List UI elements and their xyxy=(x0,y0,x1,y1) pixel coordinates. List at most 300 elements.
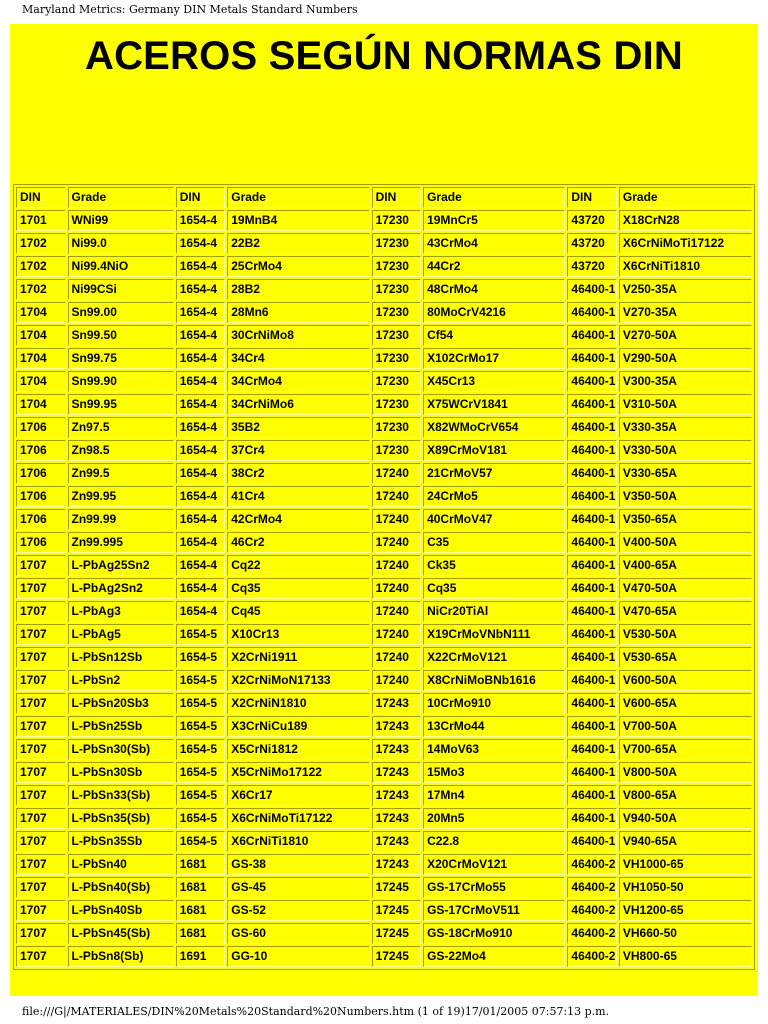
grade-cell: Zn99.5 xyxy=(68,463,174,484)
din-number-cell: 1707 xyxy=(16,716,66,737)
din-number-cell: 1707 xyxy=(16,877,66,898)
column-header-grade: Grade xyxy=(423,187,565,208)
din-number-cell: 46400-1 xyxy=(567,371,617,392)
grade-cell: V940-50A xyxy=(619,808,752,829)
table-row xyxy=(16,486,752,507)
din-number-cell: 17230 xyxy=(372,279,422,300)
din-number-cell: 46400-1 xyxy=(567,739,617,760)
din-number-cell: 1707 xyxy=(16,831,66,852)
din-number-cell: 1704 xyxy=(16,348,66,369)
din-number-cell: 46400-1 xyxy=(567,509,617,530)
table-row xyxy=(16,233,752,254)
grade-cell: 34CrNiMo6 xyxy=(227,394,369,415)
din-number-cell: 1654-5 xyxy=(176,831,226,852)
grade-cell: 48CrMo4 xyxy=(423,279,565,300)
grade-cell: L-PbSn33(Sb) xyxy=(68,785,174,806)
din-number-cell: 1681 xyxy=(176,877,226,898)
grade-cell: V310-50A xyxy=(619,394,752,415)
table-row xyxy=(16,325,752,346)
grade-cell: GS-17CrMo55 xyxy=(423,877,565,898)
grade-cell: L-PbSn45(Sb) xyxy=(68,923,174,944)
grade-cell: X6Cr17 xyxy=(227,785,369,806)
grade-cell: Zn97.5 xyxy=(68,417,174,438)
din-number-cell: 46400-1 xyxy=(567,831,617,852)
table-row xyxy=(16,693,752,714)
din-number-cell: 1704 xyxy=(16,302,66,323)
din-number-cell: 1654-5 xyxy=(176,624,226,645)
din-number-cell: 17230 xyxy=(372,210,422,231)
table-body xyxy=(16,210,752,967)
grade-cell: Ni99.4NiO xyxy=(68,256,174,277)
grade-cell: 80MoCrV4216 xyxy=(423,302,565,323)
grade-cell: X19CrMoVNbN111 xyxy=(423,624,565,645)
grade-cell: Sn99.00 xyxy=(68,302,174,323)
grade-cell: Cq35 xyxy=(423,578,565,599)
grade-cell: 41Cr4 xyxy=(227,486,369,507)
grade-cell: 44Cr2 xyxy=(423,256,565,277)
din-number-cell: 46400-1 xyxy=(567,463,617,484)
grade-cell: X3CrNiCu189 xyxy=(227,716,369,737)
grade-cell: Ni99.0 xyxy=(68,233,174,254)
din-number-cell: 46400-1 xyxy=(567,647,617,668)
grade-cell: X75WCrV1841 xyxy=(423,394,565,415)
din-number-cell: 46400-1 xyxy=(567,325,617,346)
table-row xyxy=(16,532,752,553)
grade-cell: X22CrMoV121 xyxy=(423,647,565,668)
grade-cell: L-PbSn30(Sb) xyxy=(68,739,174,760)
grade-cell: V600-65A xyxy=(619,693,752,714)
din-number-cell: 46400-1 xyxy=(567,716,617,737)
din-number-cell: 1702 xyxy=(16,279,66,300)
grade-cell: Zn99.95 xyxy=(68,486,174,507)
grade-cell: 10CrMo910 xyxy=(423,693,565,714)
din-number-cell: 1707 xyxy=(16,923,66,944)
grade-cell: L-PbSn40Sb xyxy=(68,900,174,921)
grade-cell: L-PbSn20Sb3 xyxy=(68,693,174,714)
din-number-cell: 1654-5 xyxy=(176,647,226,668)
din-number-cell: 46400-2 xyxy=(567,877,617,898)
din-number-cell: 1654-4 xyxy=(176,509,226,530)
grade-cell: X6CrNiMoTi17122 xyxy=(227,808,369,829)
grade-cell: 22B2 xyxy=(227,233,369,254)
grade-cell: VH800-65 xyxy=(619,946,752,967)
grade-cell: V700-50A xyxy=(619,716,752,737)
grade-cell: Cf54 xyxy=(423,325,565,346)
table-row xyxy=(16,417,752,438)
din-number-cell: 1706 xyxy=(16,417,66,438)
din-number-cell: 46400-1 xyxy=(567,762,617,783)
din-number-cell: 17243 xyxy=(372,831,422,852)
grade-cell: V330-35A xyxy=(619,417,752,438)
din-number-cell: 1706 xyxy=(16,532,66,553)
grade-cell: Zn99.99 xyxy=(68,509,174,530)
table-row xyxy=(16,394,752,415)
din-number-cell: 17240 xyxy=(372,532,422,553)
grade-cell: 28B2 xyxy=(227,279,369,300)
din-number-cell: 17230 xyxy=(372,302,422,323)
din-number-cell: 1707 xyxy=(16,647,66,668)
din-number-cell: 46400-1 xyxy=(567,693,617,714)
grade-cell: 38Cr2 xyxy=(227,463,369,484)
table-row xyxy=(16,463,752,484)
din-number-cell: 17240 xyxy=(372,647,422,668)
grade-cell: Zn98.5 xyxy=(68,440,174,461)
grade-cell: 14MoV63 xyxy=(423,739,565,760)
grade-cell: GS-60 xyxy=(227,923,369,944)
din-number-cell: 46400-1 xyxy=(567,808,617,829)
din-number-cell: 17230 xyxy=(372,348,422,369)
din-number-cell: 1707 xyxy=(16,693,66,714)
din-number-cell: 46400-1 xyxy=(567,302,617,323)
grade-cell: V350-50A xyxy=(619,486,752,507)
din-number-cell: 17243 xyxy=(372,762,422,783)
din-number-cell: 1654-4 xyxy=(176,371,226,392)
grade-cell: 40CrMoV47 xyxy=(423,509,565,530)
column-header-grade: Grade xyxy=(227,187,369,208)
din-number-cell: 1691 xyxy=(176,946,226,967)
din-number-cell: 17240 xyxy=(372,509,422,530)
column-header-grade: Grade xyxy=(619,187,752,208)
grade-cell: V940-65A xyxy=(619,831,752,852)
table-row xyxy=(16,601,752,622)
table-row xyxy=(16,302,752,323)
column-header-grade: Grade xyxy=(68,187,174,208)
grade-cell: 34CrMo4 xyxy=(227,371,369,392)
grade-cell: V300-35A xyxy=(619,371,752,392)
grade-cell: V800-50A xyxy=(619,762,752,783)
din-number-cell: 17230 xyxy=(372,394,422,415)
din-number-cell: 1681 xyxy=(176,900,226,921)
din-number-cell: 46400-2 xyxy=(567,923,617,944)
grade-cell: X18CrN28 xyxy=(619,210,752,231)
grade-cell: C35 xyxy=(423,532,565,553)
grade-cell: L-PbSn12Sb xyxy=(68,647,174,668)
grade-cell: GS-45 xyxy=(227,877,369,898)
grade-cell: 42CrMo4 xyxy=(227,509,369,530)
table-row xyxy=(16,831,752,852)
document-body xyxy=(10,24,758,996)
din-number-cell: 1702 xyxy=(16,233,66,254)
page-footer: file:///G|/MATERIALES/DIN%20Metals%20Standard%20Numbers.htm (1 of 19)17/01/2005 07:57:13 p.m. xyxy=(22,1005,610,1018)
grade-cell: 28Mn6 xyxy=(227,302,369,323)
din-number-cell: 17243 xyxy=(372,693,422,714)
table-row xyxy=(16,279,752,300)
din-number-cell: 1707 xyxy=(16,785,66,806)
din-number-cell: 17243 xyxy=(372,808,422,829)
din-number-cell: 17243 xyxy=(372,739,422,760)
grade-cell: 24CrMo5 xyxy=(423,486,565,507)
din-number-cell: 1654-4 xyxy=(176,440,226,461)
table-row xyxy=(16,210,752,231)
din-number-cell: 17245 xyxy=(372,923,422,944)
grade-cell: V470-65A xyxy=(619,601,752,622)
din-number-cell: 17240 xyxy=(372,670,422,691)
grade-cell: GS-52 xyxy=(227,900,369,921)
grade-cell: 25CrMo4 xyxy=(227,256,369,277)
column-header-din: DIN xyxy=(176,187,226,208)
grade-cell: VH660-50 xyxy=(619,923,752,944)
din-number-cell: 17240 xyxy=(372,555,422,576)
din-number-cell: 46400-1 xyxy=(567,486,617,507)
table-row xyxy=(16,670,752,691)
grade-cell: L-PbAg3 xyxy=(68,601,174,622)
din-number-cell: 1702 xyxy=(16,256,66,277)
grade-cell: X6CrNiTi1810 xyxy=(227,831,369,852)
grade-cell: 21CrMoV57 xyxy=(423,463,565,484)
din-number-cell: 1654-5 xyxy=(176,739,226,760)
din-number-cell: 1707 xyxy=(16,670,66,691)
din-number-cell: 1707 xyxy=(16,854,66,875)
grade-cell: L-PbSn25Sb xyxy=(68,716,174,737)
din-number-cell: 17243 xyxy=(372,785,422,806)
grade-cell: X2CrNi1911 xyxy=(227,647,369,668)
grade-cell: V270-50A xyxy=(619,325,752,346)
grade-cell: C22.8 xyxy=(423,831,565,852)
grade-cell: Sn99.75 xyxy=(68,348,174,369)
table-row xyxy=(16,739,752,760)
grade-cell: V400-65A xyxy=(619,555,752,576)
grade-cell: V330-50A xyxy=(619,440,752,461)
din-number-cell: 1654-4 xyxy=(176,302,226,323)
grade-cell: V350-65A xyxy=(619,509,752,530)
din-number-cell: 1706 xyxy=(16,463,66,484)
grade-cell: 37Cr4 xyxy=(227,440,369,461)
din-number-cell: 17230 xyxy=(372,325,422,346)
table-row xyxy=(16,877,752,898)
grade-cell: 46Cr2 xyxy=(227,532,369,553)
din-number-cell: 1654-4 xyxy=(176,463,226,484)
grade-cell: X20CrMoV121 xyxy=(423,854,565,875)
grade-cell: 35B2 xyxy=(227,417,369,438)
din-number-cell: 17230 xyxy=(372,233,422,254)
grade-cell: Sn99.95 xyxy=(68,394,174,415)
table-row xyxy=(16,946,752,967)
din-standards-table xyxy=(13,184,755,970)
grade-cell: X5CrNi1812 xyxy=(227,739,369,760)
grade-cell: X102CrMo17 xyxy=(423,348,565,369)
grade-cell: X45Cr13 xyxy=(423,371,565,392)
din-number-cell: 1707 xyxy=(16,601,66,622)
column-header-din: DIN xyxy=(16,187,66,208)
din-number-cell: 1654-4 xyxy=(176,325,226,346)
din-number-cell: 46400-1 xyxy=(567,532,617,553)
grade-cell: GS-18CrMo910 xyxy=(423,923,565,944)
din-number-cell: 46400-2 xyxy=(567,946,617,967)
grade-cell: VH1050-50 xyxy=(619,877,752,898)
grade-cell: X6CrNiTi1810 xyxy=(619,256,752,277)
grade-cell: L-PbSn35Sb xyxy=(68,831,174,852)
din-number-cell: 1701 xyxy=(16,210,66,231)
table-row xyxy=(16,624,752,645)
din-number-cell: 1707 xyxy=(16,900,66,921)
din-number-cell: 17245 xyxy=(372,877,422,898)
din-number-cell: 17240 xyxy=(372,601,422,622)
table-header-row xyxy=(16,187,752,208)
table-row xyxy=(16,440,752,461)
din-number-cell: 1654-4 xyxy=(176,555,226,576)
din-number-cell: 46400-1 xyxy=(567,348,617,369)
din-number-cell: 43720 xyxy=(567,233,617,254)
grade-cell: 13CrMo44 xyxy=(423,716,565,737)
din-number-cell: 1706 xyxy=(16,509,66,530)
din-number-cell: 1654-4 xyxy=(176,486,226,507)
grade-cell: V530-65A xyxy=(619,647,752,668)
din-number-cell: 1654-5 xyxy=(176,808,226,829)
grade-cell: L-PbSn35(Sb) xyxy=(68,808,174,829)
din-number-cell: 17245 xyxy=(372,900,422,921)
din-number-cell: 43720 xyxy=(567,256,617,277)
din-number-cell: 1707 xyxy=(16,555,66,576)
table-row xyxy=(16,371,752,392)
grade-cell: GS-38 xyxy=(227,854,369,875)
din-number-cell: 17240 xyxy=(372,463,422,484)
din-number-cell: 46400-1 xyxy=(567,279,617,300)
grade-cell: 43CrMo4 xyxy=(423,233,565,254)
din-number-cell: 17240 xyxy=(372,578,422,599)
din-number-cell: 46400-1 xyxy=(567,440,617,461)
grade-cell: X8CrNiMoBNb1616 xyxy=(423,670,565,691)
page-header: Maryland Metrics: Germany DIN Metals Standard Numbers xyxy=(22,3,358,16)
grade-cell: 19MnB4 xyxy=(227,210,369,231)
din-number-cell: 17240 xyxy=(372,486,422,507)
grade-cell: X2CrNiN1810 xyxy=(227,693,369,714)
grade-cell: L-PbAg5 xyxy=(68,624,174,645)
grade-cell: Cq22 xyxy=(227,555,369,576)
din-number-cell: 46400-1 xyxy=(567,578,617,599)
grade-cell: X2CrNiMoN17133 xyxy=(227,670,369,691)
grade-cell: V290-50A xyxy=(619,348,752,369)
grade-cell: L-PbSn40 xyxy=(68,854,174,875)
din-number-cell: 1681 xyxy=(176,854,226,875)
din-number-cell: 1707 xyxy=(16,808,66,829)
grade-cell: V530-50A xyxy=(619,624,752,645)
grade-cell: 34Cr4 xyxy=(227,348,369,369)
grade-cell: 19MnCr5 xyxy=(423,210,565,231)
grade-cell: GS-22Mo4 xyxy=(423,946,565,967)
grade-cell: L-PbAg2Sn2 xyxy=(68,578,174,599)
table-row xyxy=(16,923,752,944)
table-row xyxy=(16,509,752,530)
din-number-cell: 1706 xyxy=(16,486,66,507)
grade-cell: V330-65A xyxy=(619,463,752,484)
table-row xyxy=(16,647,752,668)
table-row xyxy=(16,762,752,783)
din-number-cell: 1654-5 xyxy=(176,762,226,783)
din-number-cell: 43720 xyxy=(567,210,617,231)
din-number-cell: 1654-4 xyxy=(176,210,226,231)
grade-cell: V400-50A xyxy=(619,532,752,553)
din-number-cell: 1654-4 xyxy=(176,578,226,599)
grade-cell: VH1000-65 xyxy=(619,854,752,875)
grade-cell: L-PbSn30Sb xyxy=(68,762,174,783)
table-row xyxy=(16,785,752,806)
grade-cell: 20Mn5 xyxy=(423,808,565,829)
page-title: ACEROS SEGÚN NORMAS DIN xyxy=(85,34,683,78)
din-number-cell: 17240 xyxy=(372,624,422,645)
grade-cell: GG-10 xyxy=(227,946,369,967)
din-number-cell: 1707 xyxy=(16,946,66,967)
column-header-din: DIN xyxy=(567,187,617,208)
grade-cell: Ck35 xyxy=(423,555,565,576)
grade-cell: L-PbSn8(Sb) xyxy=(68,946,174,967)
grade-cell: V600-50A xyxy=(619,670,752,691)
grade-cell: X6CrNiMoTi17122 xyxy=(619,233,752,254)
din-number-cell: 17230 xyxy=(372,417,422,438)
din-number-cell: 1654-4 xyxy=(176,601,226,622)
grade-cell: Sn99.90 xyxy=(68,371,174,392)
grade-cell: V470-50A xyxy=(619,578,752,599)
grade-cell: L-PbSn2 xyxy=(68,670,174,691)
grade-cell: V270-35A xyxy=(619,302,752,323)
din-number-cell: 17245 xyxy=(372,946,422,967)
din-number-cell: 1706 xyxy=(16,440,66,461)
table-row xyxy=(16,348,752,369)
table-row xyxy=(16,900,752,921)
grade-cell: X89CrMoV181 xyxy=(423,440,565,461)
grade-cell: X10Cr13 xyxy=(227,624,369,645)
column-header-din: DIN xyxy=(372,187,422,208)
grade-cell: WNi99 xyxy=(68,210,174,231)
grade-cell: Ni99CSi xyxy=(68,279,174,300)
table-row xyxy=(16,256,752,277)
din-number-cell: 1654-4 xyxy=(176,532,226,553)
din-number-cell: 1704 xyxy=(16,394,66,415)
grade-cell: NiCr20TiAl xyxy=(423,601,565,622)
grade-cell: 15Mo3 xyxy=(423,762,565,783)
din-number-cell: 1654-5 xyxy=(176,785,226,806)
din-number-cell: 1654-5 xyxy=(176,693,226,714)
din-number-cell: 46400-1 xyxy=(567,670,617,691)
din-number-cell: 46400-1 xyxy=(567,601,617,622)
din-number-cell: 1707 xyxy=(16,624,66,645)
din-number-cell: 17243 xyxy=(372,716,422,737)
grade-cell: 17Mn4 xyxy=(423,785,565,806)
din-number-cell: 1704 xyxy=(16,325,66,346)
grade-cell: L-PbSn40(Sb) xyxy=(68,877,174,898)
din-number-cell: 1654-4 xyxy=(176,279,226,300)
din-number-cell: 1654-4 xyxy=(176,394,226,415)
din-number-cell: 1654-5 xyxy=(176,670,226,691)
grade-cell: Cq35 xyxy=(227,578,369,599)
din-number-cell: 1707 xyxy=(16,578,66,599)
din-number-cell: 1681 xyxy=(176,923,226,944)
grade-cell: Sn99.50 xyxy=(68,325,174,346)
din-number-cell: 1654-5 xyxy=(176,716,226,737)
din-number-cell: 1654-4 xyxy=(176,233,226,254)
din-number-cell: 1654-4 xyxy=(176,417,226,438)
grade-cell: V250-35A xyxy=(619,279,752,300)
din-number-cell: 46400-1 xyxy=(567,555,617,576)
grade-cell: VH1200-65 xyxy=(619,900,752,921)
din-number-cell: 17230 xyxy=(372,440,422,461)
din-number-cell: 46400-2 xyxy=(567,854,617,875)
grade-cell: 30CrNiMo8 xyxy=(227,325,369,346)
grade-cell: V700-65A xyxy=(619,739,752,760)
din-number-cell: 46400-1 xyxy=(567,394,617,415)
din-number-cell: 46400-1 xyxy=(567,624,617,645)
din-number-cell: 46400-1 xyxy=(567,417,617,438)
din-number-cell: 46400-2 xyxy=(567,900,617,921)
table-row xyxy=(16,578,752,599)
grade-cell: X82WMoCrV654 xyxy=(423,417,565,438)
din-number-cell: 17243 xyxy=(372,854,422,875)
din-number-cell: 1654-4 xyxy=(176,348,226,369)
table-row xyxy=(16,555,752,576)
din-number-cell: 1707 xyxy=(16,762,66,783)
grade-cell: X5CrNiMo17122 xyxy=(227,762,369,783)
din-number-cell: 17230 xyxy=(372,371,422,392)
din-number-cell: 17230 xyxy=(372,256,422,277)
